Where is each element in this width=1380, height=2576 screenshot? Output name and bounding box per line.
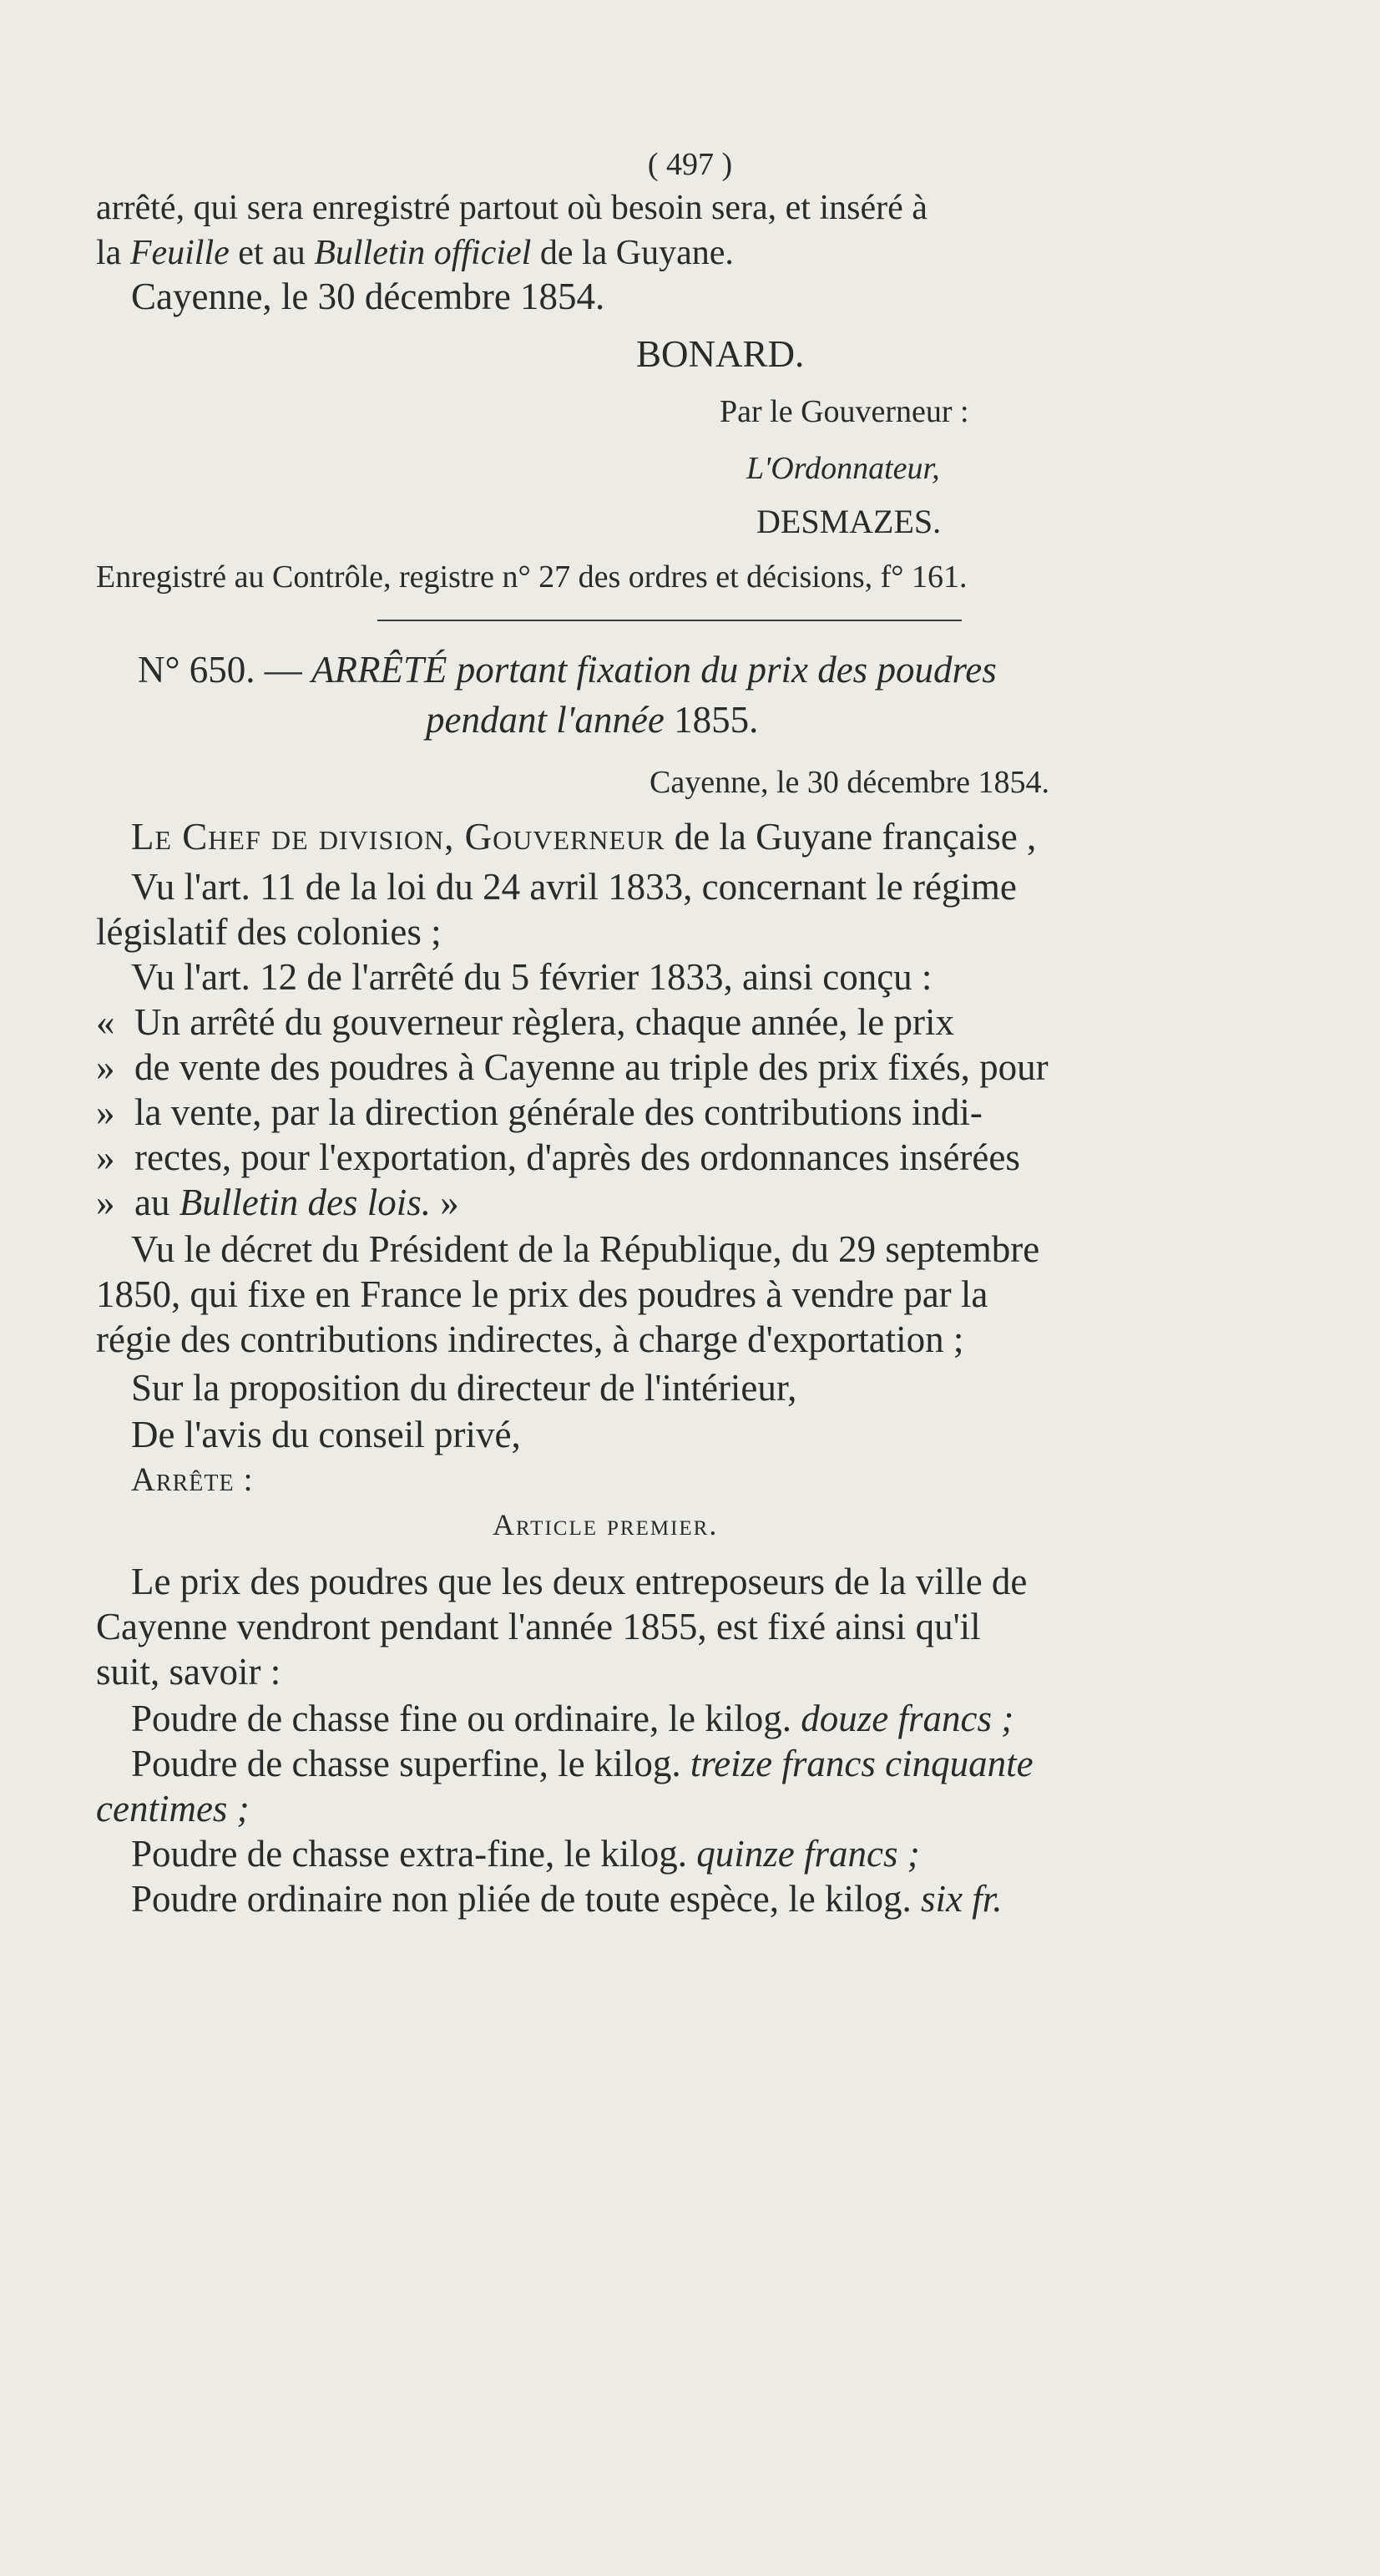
body-line-1: Le prix des poudres que les deux entreposeurs de la ville de	[131, 1561, 1028, 1602]
prev-act-registration: Enregistré au Contrôle, registre n° 27 des ordres et décisions, f° 161.	[96, 559, 968, 595]
price-line-continuation	[96, 1790, 250, 1828]
publication-name-bulletin-des-lois: Bulletin des lois.	[179, 1182, 431, 1223]
prev-act-text-part: et au	[229, 234, 315, 272]
vu-2: Vu l'art. 12 de l'arrêté du 5 février 1833, ainsi conçu :	[131, 956, 933, 998]
act-title: ARRÊTÉ portant fixation du prix des poudres	[311, 649, 997, 691]
price-line	[131, 1745, 1034, 1783]
price-value: quinze francs ;	[696, 1833, 920, 1875]
price-line	[131, 1880, 1002, 1918]
quote-mark: »	[96, 1046, 115, 1088]
price-label: Poudre ordinaire non pliée de toute espèce, le kilog.	[131, 1878, 921, 1920]
body-line-2: Cayenne vendront pendant l'année 1855, est fixé ainsi qu'il	[96, 1606, 981, 1647]
section-divider	[377, 620, 962, 621]
price-line	[131, 1700, 1014, 1738]
vu-3-line-2: 1850, qui fixe en France le prix des poudres à vendre par la	[96, 1273, 988, 1315]
quote-text: la vente, par la direction générale des contributions indi-	[134, 1091, 983, 1133]
act-title-continued: pendant l'année	[426, 699, 675, 741]
vu-3-line-1: Vu le décret du Président de la République, du 29 septembre	[131, 1228, 1040, 1270]
price-label: Poudre de chasse superfine, le kilog.	[131, 1743, 690, 1784]
publication-name-feuille: Feuille	[129, 234, 230, 272]
price-value: douze francs ;	[801, 1698, 1014, 1739]
prev-act-text-part: la	[96, 234, 130, 272]
avis-line: De l'avis du conseil privé,	[131, 1414, 521, 1455]
prev-act-text-part: de la Guyane.	[531, 234, 734, 272]
quote-mark: »	[96, 1136, 115, 1178]
act-date: Cayenne, le 30 décembre 1854.	[650, 765, 1050, 800]
act-heading-line-2	[426, 701, 758, 739]
body-line-3: suit, savoir :	[96, 1651, 281, 1693]
prev-act-ordonnateur-name: DESMAZES.	[756, 503, 942, 540]
publication-name-bulletin: Bulletin officiel	[314, 234, 532, 272]
act-issuer	[131, 818, 1036, 856]
prev-act-ordonnateur-title: L'Ordonnateur,	[746, 451, 940, 486]
quote-line	[96, 1001, 955, 1043]
prev-act-date: Cayenne, le 30 décembre 1854.	[131, 276, 605, 317]
issuer-territory: de la Guyane française ,	[665, 816, 1037, 858]
vu-1-line-1: Vu l'art. 11 de la loi du 24 avril 1833, concernant le régime	[131, 866, 1017, 908]
issuer-title: Le Chef de division, Gouverneur	[131, 816, 665, 858]
quote-line	[96, 1046, 1049, 1088]
prev-act-text-line-2	[96, 235, 734, 271]
quote-text: Un arrêté du gouverneur règlera, chaque année, le prix	[134, 1001, 955, 1043]
quote-mark: «	[96, 1001, 115, 1043]
price-value: six fr.	[920, 1878, 1003, 1920]
quote-line	[96, 1091, 983, 1133]
arrete-heading: Arrête :	[131, 1460, 254, 1498]
page-number: ( 497 )	[647, 147, 733, 182]
quote-text: rectes, pour l'exportation, d'après des ordonnances insérées	[134, 1136, 1020, 1178]
prev-act-text-line-1: arrêté, qui sera enregistré partout où besoin sera, et inséré à	[96, 189, 928, 227]
act-heading-line-1	[138, 651, 997, 689]
quote-mark: »	[96, 1091, 115, 1133]
proposition-line: Sur la proposition du directeur de l'intérieur,	[131, 1367, 797, 1409]
article-heading: Article premier.	[493, 1508, 719, 1541]
price-line	[131, 1835, 920, 1873]
quote-text: de vente des poudres à Cayenne au triple des prix fixés, pour	[134, 1046, 1049, 1088]
price-value: treize francs cinquante	[690, 1743, 1034, 1784]
price-value: centimes ;	[96, 1788, 250, 1830]
price-label: Poudre de chasse fine ou ordinaire, le kilog.	[131, 1698, 801, 1739]
quote-line	[96, 1136, 1020, 1178]
quote-text: au	[134, 1182, 179, 1223]
act-number: N° 650. —	[138, 649, 311, 691]
act-year: 1855.	[674, 699, 759, 741]
quote-line-last	[96, 1184, 459, 1222]
vu-1-line-2: législatif des colonies ;	[96, 911, 442, 953]
quote-close-mark: »	[430, 1182, 459, 1223]
prev-act-par-le-gouverneur: Par le Gouverneur :	[720, 394, 969, 429]
prev-act-signature: BONARD.	[636, 333, 805, 375]
quote-mark: »	[96, 1182, 115, 1223]
price-label: Poudre de chasse extra-fine, le kilog.	[131, 1833, 697, 1875]
vu-3-line-3: régie des contributions indirectes, à charge d'exportation ;	[96, 1318, 964, 1360]
